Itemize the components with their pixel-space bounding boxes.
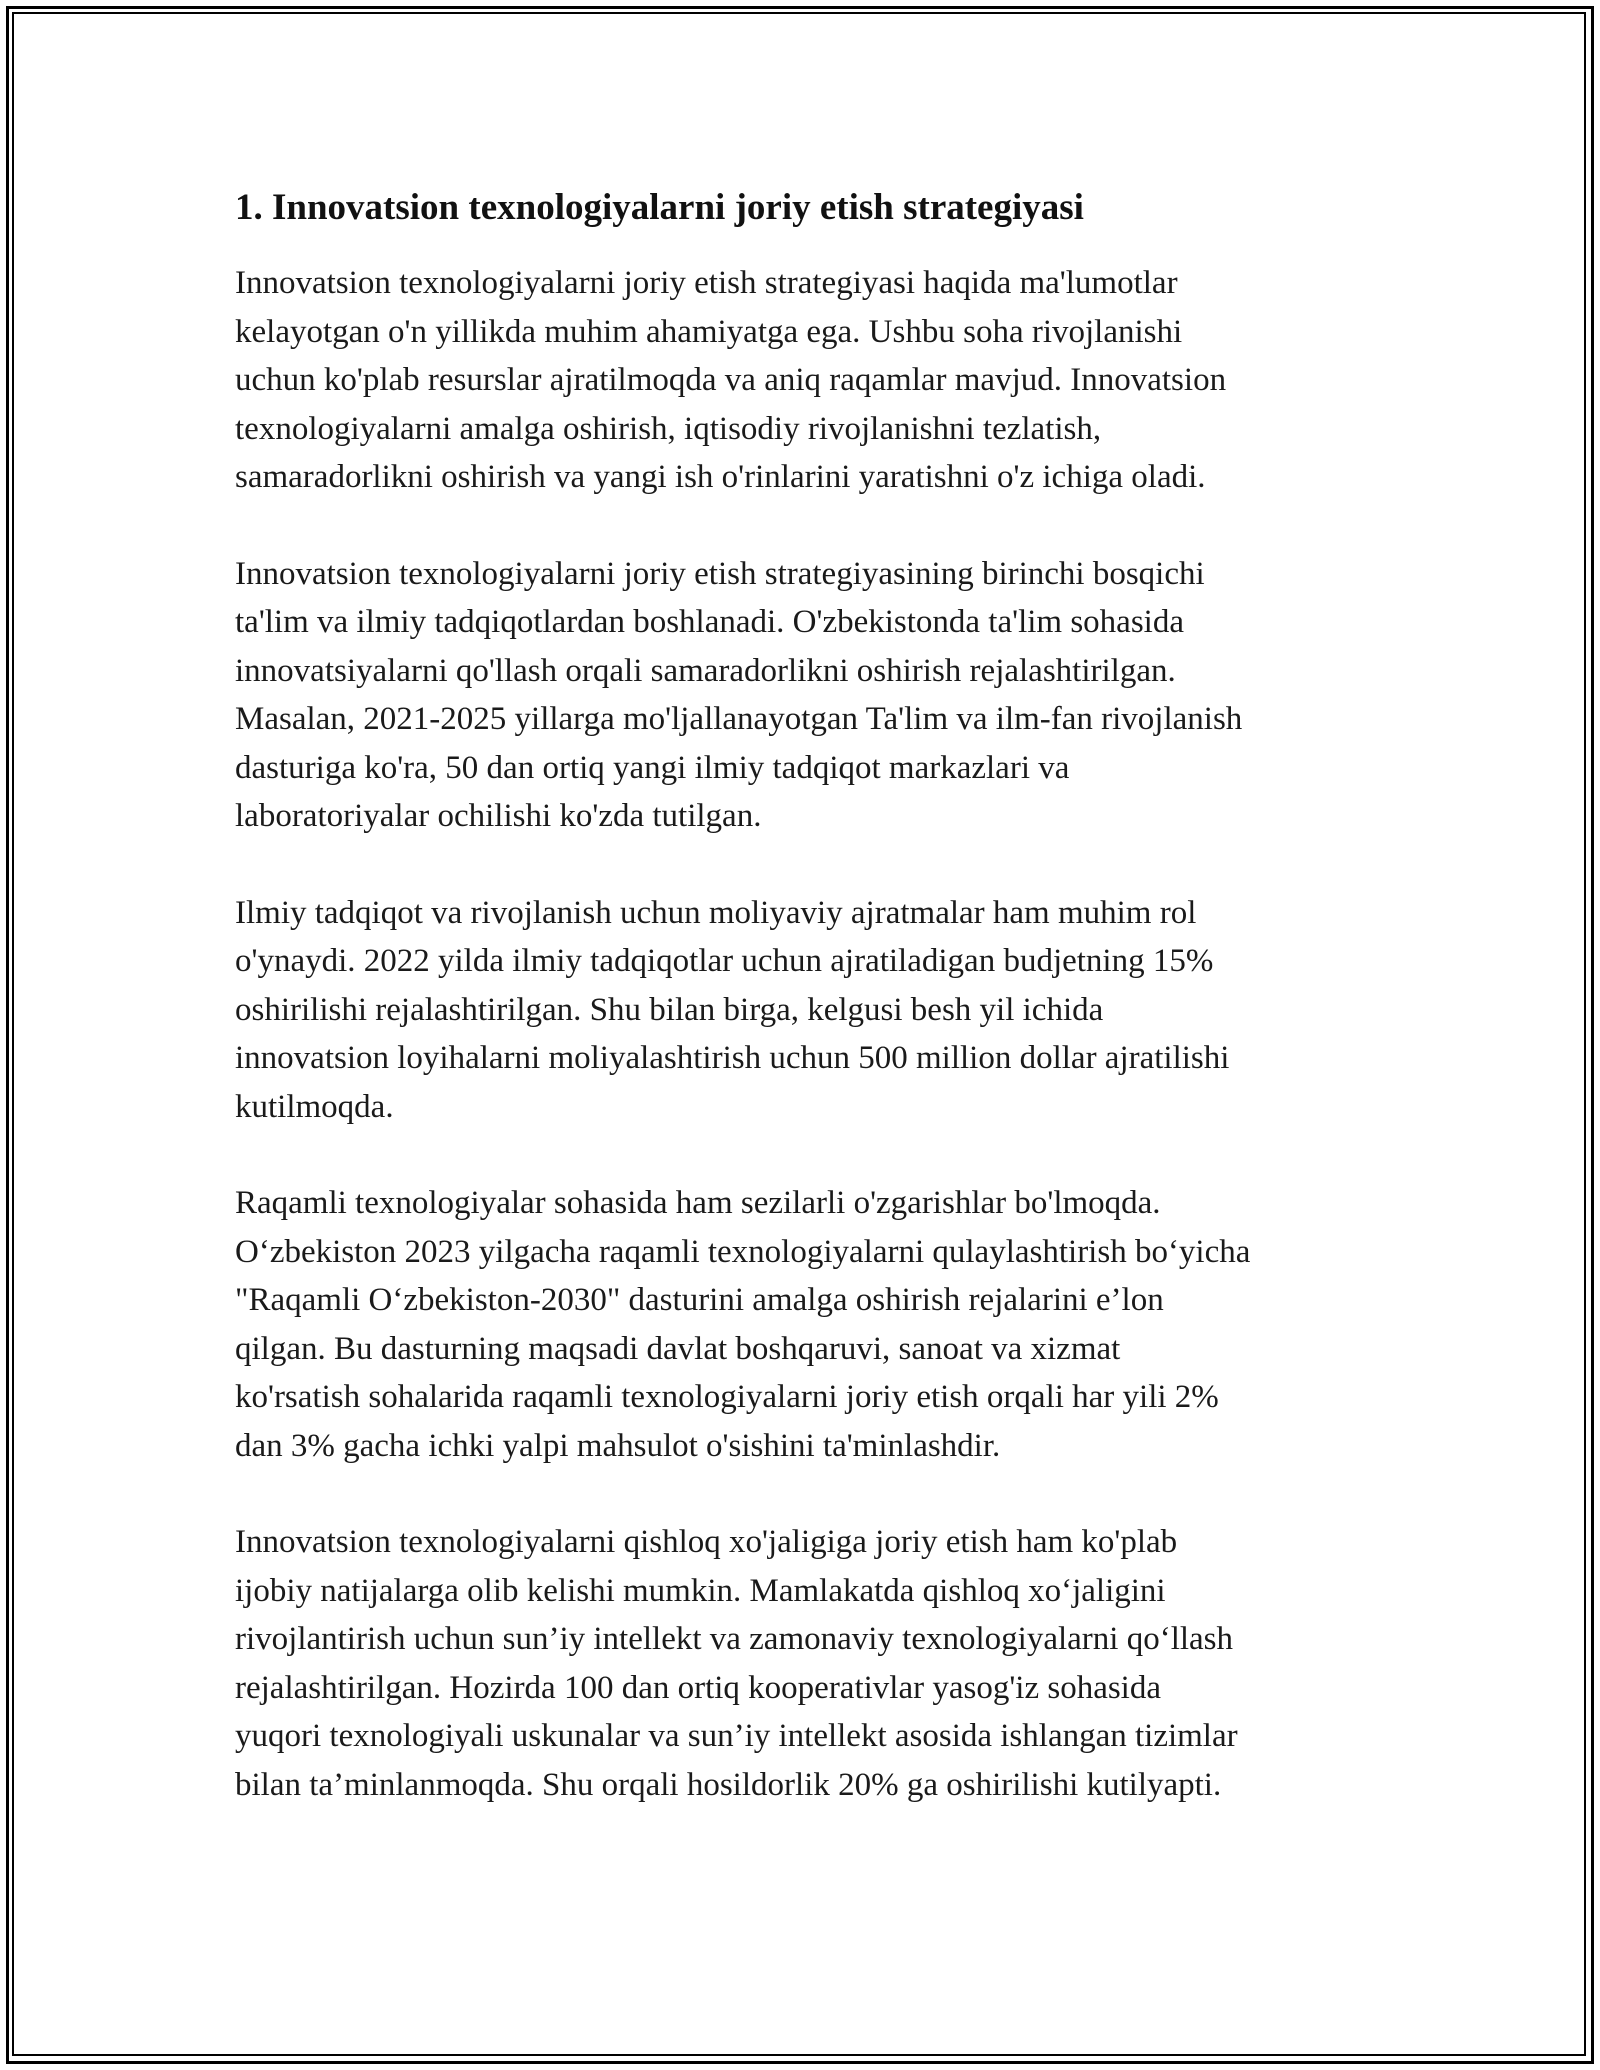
paragraph-5: Innovatsion texnologiyalarni qishloq xo'jaligiga joriy etish ham ko'plab ijobiy natijalarga olib kelishi mumkin. Mamlakatda qishloq xo‘jaligini rivojlantirish uchun sun’iy intellekt va zamonaviy texnologiyalarni qo‘llash rejalashtirilgan. Hozirda 100 dan ortiq kooperativlar yasog'iz sohasida yuqori texnologiyali uskunalar va sun’iy intellekt asosida ishlangan tizimlar bilan ta’minlanmoqda. Shu orqali hosildorlik 20% ga oshirilishi kutilyapti.	[235, 1524, 1238, 1803]
document-body	[235, 185, 1375, 1857]
section-heading: 1. Innovatsion texnologiyalarni joriy etish strategiyasi	[235, 187, 1084, 228]
paragraph-2: Innovatsion texnologiyalarni joriy etish strategiyasining birinchi bosqichi ta'lim va ilmiy tadqiqotlardan boshlanadi. O'zbekistonda ta'lim sohasida innovatsiyalarni qo'llash orqali samaradorlikni oshirish rejalashtirilgan. Masalan, 2021-2025 yillarga mo'ljallanayotgan Ta'lim va ilm-fan rivojlanish dasturiga ko'ra, 50 dan ortiq yangi ilmiy tadqiqot markazlari va laboratoriyalar ochilishi ko'zda tutilgan.	[235, 555, 1243, 834]
paragraph-3: Ilmiy tadqiqot va rivojlanish uchun moliyaviy ajratmalar ham muhim rol o'ynaydi. 2022 yilda ilmiy tadqiqotlar uchun ajratiladigan budjetning 15% oshirilishi rejalashtirilgan. Shu bilan birga, kelgusi besh yil ichida innovatsion loyihalarni moliyalashtirish uchun 500 million dollar ajratilishi kutilmoqda.	[235, 894, 1230, 1125]
paragraph-1: Innovatsion texnologiyalarni joriy etish strategiyasi haqida ma'lumotlar kelayotgan o'n yillikda muhim ahamiyatga ega. Ushbu soha rivojlanishi uchun ko'plab resurslar ajratilmoqda va aniq raqamlar mavjud. Innovatsion texnologiyalarni amalga oshirish, iqtisodiy rivojlanishni tezlatish, samaradorlikni oshirish va yangi ish o'rinlarini yaratishni o'z ichiga oladi.	[235, 265, 1227, 495]
paragraph-4: Raqamli texnologiyalar sohasida ham sezilarli o'zgarishlar bo'lmoqda. O‘zbekiston 2023 yilgacha raqamli texnologiyalarni qulaylashtirish bo‘yicha "Raqamli O‘zbekiston-2030" dasturini amalga oshirish rejalarini e’lon qilgan. Bu dasturning maqsadi davlat boshqaruvi, sanoat va xizmat ko'rsatish sohalarida raqamli texnologiyalarni joriy etish orqali har yili 2% dan 3% gacha ichki yalpi mahsulot o'sishini ta'minlashdir.	[235, 1185, 1251, 1464]
